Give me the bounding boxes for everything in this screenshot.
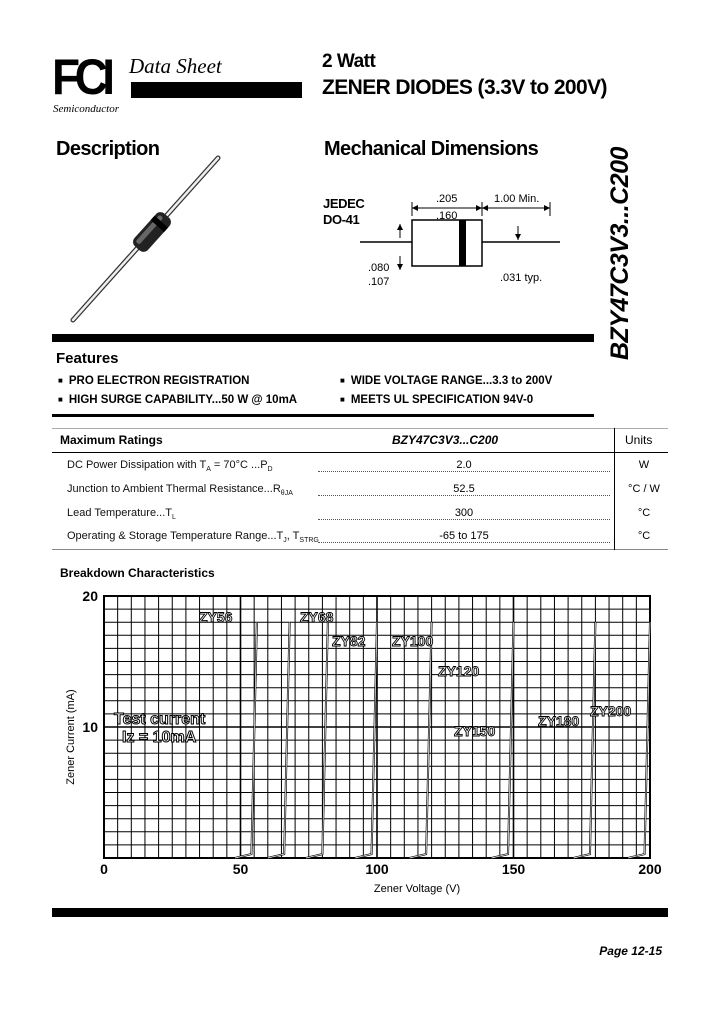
dot-leader — [318, 519, 610, 520]
table-header-rule — [52, 452, 668, 453]
table-bottom-rule — [52, 549, 668, 550]
diode-illustration — [68, 150, 238, 330]
body-length-min: .160 — [436, 210, 458, 222]
series-label: ZY150 — [454, 723, 496, 739]
x-tick-label: 50 — [232, 861, 249, 877]
breakdown-chart — [0, 580, 720, 900]
rating-param: Operating & Storage Temperature $Range...T_J$, $T_{STRG}$ — [67, 530, 319, 545]
ratings-header-part: BZY47C3V3...C200 — [392, 433, 499, 447]
body-diameter-min: .080 — [368, 262, 390, 274]
rating-param: Lead $Temperature...T_L$ — [67, 507, 176, 522]
table-col-divider — [614, 428, 615, 550]
package-name: DO-41 — [323, 212, 360, 227]
rating-param: DC Power Dissipation with $T_A = 70^\circ C$ $...P_D$ — [67, 459, 273, 474]
page-number: Page 12-15 — [599, 944, 662, 958]
rating-value: 300 — [424, 507, 504, 519]
dimension-drawing — [360, 190, 580, 290]
rating-unit: °C — [637, 507, 651, 519]
x-tick-label: 150 — [501, 861, 526, 877]
title-line-1: 2 Watt — [322, 51, 376, 72]
series-label: ZY82 — [332, 633, 366, 649]
x-axis-label: Zener Voltage (V) — [373, 883, 461, 895]
dot-leader — [318, 542, 610, 543]
rating-param: Junction to Ambient Thermal $Resistance...R_{\theta JA}$ — [67, 483, 293, 498]
company-logo: FCI — [52, 49, 110, 105]
divider-bar — [52, 334, 594, 342]
features-heading: Features — [56, 350, 119, 367]
x-tick-label: 100 — [365, 861, 389, 877]
lead-diameter: .031 typ. — [500, 272, 543, 284]
x-tick-label: 200 — [638, 861, 662, 877]
logo-subtitle: Semiconductor — [53, 103, 119, 115]
body-diameter-max: .107 — [368, 276, 390, 288]
test-current-annotation: Iz = 10mA — [122, 729, 197, 746]
table-rule — [52, 428, 668, 429]
series-label: ZY200 — [590, 703, 632, 719]
series-label: ZY120 — [438, 663, 480, 679]
rating-value: 52.5 — [424, 483, 504, 495]
rating-unit: °C / W — [628, 483, 660, 495]
test-current-annotation: Test current — [114, 711, 206, 728]
y-tick-label: 20 — [82, 588, 98, 604]
description-heading: Description — [56, 138, 160, 160]
rating-value: -65 to 175 — [424, 530, 504, 542]
lead-length: 1.00 Min. — [494, 193, 540, 205]
mechanical-heading: Mechanical Dimensions — [324, 138, 539, 160]
dot-leader — [318, 495, 610, 496]
title-line-2: ZENER DIODES (3.3V to 200V) — [322, 76, 607, 99]
x-tick-label: 0 — [100, 861, 108, 877]
header-bar — [131, 82, 302, 98]
doc-type: Data Sheet — [129, 54, 222, 78]
feature-item: ■ WIDE VOLTAGE RANGE...3.3 to 200V — [340, 375, 552, 387]
body-length-max: .205 — [436, 193, 458, 205]
rating-unit: °C — [637, 530, 651, 542]
feature-item: ■ PRO ELECTRON REGISTRATION — [58, 375, 249, 387]
dot-leader — [318, 471, 610, 472]
rating-unit: W — [638, 459, 650, 471]
jedec-label: JEDEC — [323, 196, 365, 211]
y-tick-label: 10 — [82, 719, 98, 735]
series-label: ZY180 — [538, 713, 580, 729]
table-top-rule — [52, 414, 594, 417]
feature-item: ■ MEETS UL SPECIFICATION 94V-0 — [340, 394, 533, 406]
footer-bar — [52, 908, 668, 917]
rating-value: 2.0 — [424, 459, 504, 471]
series-label: ZY68 — [300, 609, 334, 625]
feature-item: ■ HIGH SURGE CAPABILITY...50 W @ 10mA — [58, 394, 297, 406]
series-label: ZY100 — [392, 633, 434, 649]
chart-title: Breakdown Characteristics — [60, 566, 215, 580]
ratings-header-units: Units — [625, 433, 653, 447]
side-part-number: BZY47C3V3...C200 — [606, 147, 634, 360]
ratings-header-label: Maximum Ratings — [60, 433, 163, 447]
series-label: ZY56 — [199, 609, 233, 625]
y-axis-label: Zener Current (mA) — [65, 689, 77, 785]
